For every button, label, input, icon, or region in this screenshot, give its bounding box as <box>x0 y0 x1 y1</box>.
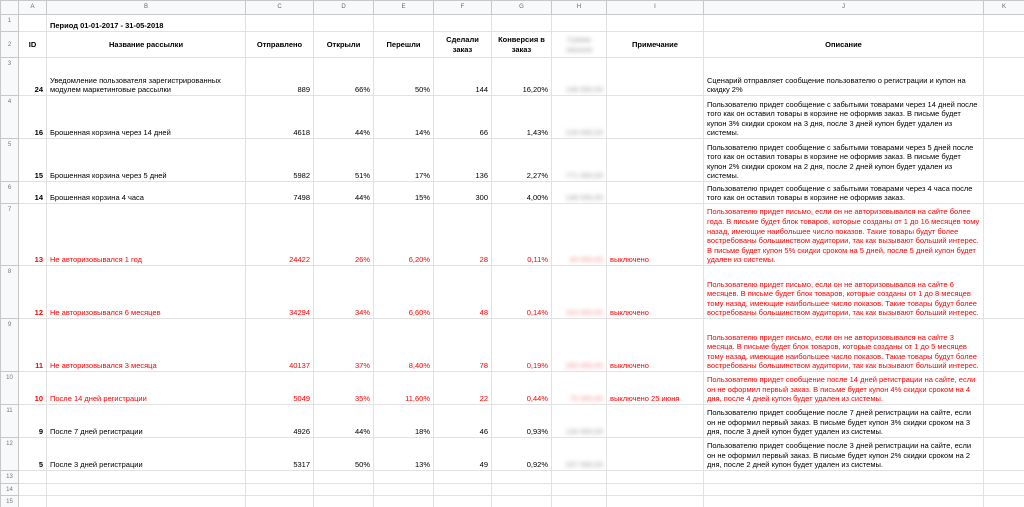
header-clicked[interactable]: Перешли <box>374 32 434 58</box>
cell[interactable] <box>492 15 552 32</box>
header-opened[interactable]: Открыли <box>314 32 374 58</box>
header-sent[interactable]: Отправлено <box>246 32 314 58</box>
row-header[interactable]: 2 <box>1 32 19 58</box>
cell-ordered[interactable]: 28 <box>434 204 492 266</box>
table-row <box>1 139 1024 182</box>
cell-ordered[interactable]: 136 <box>434 139 492 182</box>
cell-conversion[interactable]: 16,20% <box>492 58 552 96</box>
cell[interactable] <box>552 496 607 507</box>
cell[interactable] <box>47 483 246 496</box>
cell-clicked[interactable]: 6,60% <box>374 266 434 319</box>
cell[interactable] <box>607 471 704 484</box>
cell[interactable] <box>492 483 552 496</box>
row-header[interactable]: 10 <box>1 372 19 405</box>
cell[interactable] <box>984 319 1024 372</box>
cell[interactable] <box>607 496 704 507</box>
column-header-j[interactable]: J <box>704 1 984 15</box>
cell-clicked[interactable]: 15% <box>374 182 434 204</box>
column-header-b[interactable]: B <box>47 1 246 15</box>
cell-amount[interactable] <box>552 58 607 96</box>
select-all-corner[interactable] <box>1 1 19 15</box>
cell-opened[interactable]: 44% <box>314 405 374 438</box>
cell-description[interactable]: Сценарий отправляет сообщение пользователю о регистрации и купон на скидку 2% <box>704 58 984 96</box>
row-header[interactable]: 6 <box>1 182 19 204</box>
blurred-amount: 148 000,00 <box>565 85 603 95</box>
cell[interactable] <box>434 483 492 496</box>
cell-ordered[interactable]: 46 <box>434 405 492 438</box>
cell[interactable] <box>552 15 607 32</box>
cell[interactable] <box>984 15 1024 32</box>
cell-name[interactable]: Не авторизовывался 6 месяцев <box>47 266 246 319</box>
cell-opened[interactable]: 44% <box>314 96 374 139</box>
cell-name[interactable]: Брошенная корзина через 14 дней <box>47 96 246 139</box>
cell-description[interactable]: Пользователю придет сообщение после 3 дней регистрации на сайте, если он не оформил первый заказ. В письме будет купон 2% скидки сроком на 2 дня, после 2 дней купон будет удален из системы. <box>704 438 984 471</box>
cell-description[interactable]: Пользователю придет письмо, если он не авторизовывался на сайте 3 месяца. В письме будет блок товаров, которые созданы от 1 до 5 месяцев тому назад, имеющие наибольшее число показов. Такие товары будут более востребованы большинством аудитории, так как вызывают больший интерес. <box>704 319 984 372</box>
column-header-a[interactable]: A <box>19 1 47 15</box>
cell-opened[interactable]: 34% <box>314 266 374 319</box>
column-header-g[interactable]: G <box>492 1 552 15</box>
blurred-amount: 75 000,00 <box>569 394 603 404</box>
cell-note[interactable] <box>607 139 704 182</box>
cell[interactable] <box>552 471 607 484</box>
cell[interactable] <box>984 96 1024 139</box>
cell-description[interactable]: Пользователю придет сообщение после 7 дней регистрации на сайте, если он не оформил первый заказ. В письме будет купон 3% скидки сроком на 3 дня, после 3 дней купон будет удален из системы. <box>704 405 984 438</box>
cell-id[interactable]: 14 <box>19 182 47 204</box>
blurred-amount: 44 000,00 <box>569 255 603 265</box>
header-name[interactable]: Название рассылки <box>47 32 246 58</box>
cell[interactable] <box>434 496 492 507</box>
cell-description[interactable]: Пользователю придет сообщение с забытыми товарами через 4 часа после того как он оставил товары в корзине не оформив заказ. <box>704 182 984 204</box>
cell-conversion[interactable]: 0,92% <box>492 438 552 471</box>
cell-name[interactable]: Брошенная корзина 4 часа <box>47 182 246 204</box>
cell-ordered[interactable]: 300 <box>434 182 492 204</box>
blurred-amount: 163 000,00 <box>565 308 603 318</box>
table-row <box>1 405 1024 438</box>
cell-sent[interactable]: 24422 <box>246 204 314 266</box>
cell-name[interactable]: Не авторизовывался 3 месяца <box>47 319 246 372</box>
cell-note[interactable]: выключено <box>607 266 704 319</box>
cell[interactable] <box>607 15 704 32</box>
cell-note[interactable] <box>607 405 704 438</box>
table-row <box>1 372 1024 405</box>
row-header[interactable]: 1 <box>1 15 19 32</box>
cell-conversion[interactable]: 2,27% <box>492 139 552 182</box>
cell-opened[interactable]: 50% <box>314 438 374 471</box>
cell-clicked[interactable]: 17% <box>374 139 434 182</box>
row-header[interactable]: 13 <box>1 471 19 484</box>
cell[interactable] <box>434 15 492 32</box>
cell[interactable] <box>984 372 1024 405</box>
cell-amount[interactable] <box>552 266 607 319</box>
cell-description[interactable]: Пользователю придет сообщение после 14 дней регистрации на сайте, если он не оформил первый заказ. В письме будет купон 4% скидки сроком на 4 дня, после 4 дней купон будет удален из системы. <box>704 372 984 405</box>
cell-opened[interactable]: 66% <box>314 58 374 96</box>
cell-note[interactable] <box>607 96 704 139</box>
cell-note[interactable]: выключено <box>607 319 704 372</box>
cell[interactable] <box>704 471 984 484</box>
cell[interactable] <box>984 471 1024 484</box>
cell-name[interactable]: Не авторизовывался 1 год <box>47 204 246 266</box>
cell-description[interactable]: Пользователю придет сообщение с забытыми товарами через 14 дней после того как он оставил товары в корзине не оформив заказ. В письме будет купон 3% скидки сроком на 3 дня, после 3 дней купон будет удален из системы. <box>704 96 984 139</box>
header-note[interactable]: Примечание <box>607 32 704 58</box>
cell-conversion[interactable]: 0,44% <box>492 372 552 405</box>
table-row <box>1 483 1024 496</box>
blurred-amount: 148 000,00 <box>565 193 603 203</box>
cell[interactable] <box>246 483 314 496</box>
cell[interactable] <box>984 483 1024 496</box>
cell-note[interactable] <box>607 182 704 204</box>
cell[interactable] <box>19 15 47 32</box>
cell[interactable] <box>19 496 47 507</box>
cell-amount[interactable] <box>552 319 607 372</box>
cell-opened[interactable]: 26% <box>314 204 374 266</box>
cell[interactable] <box>246 15 314 32</box>
cell-description[interactable]: Пользователю придет сообщение с забытыми товарами через 5 дней после того как он оставил товары в корзине не оформив заказ. В письме будет купон 2% скидки сроком на 2 дня, после 2 дней купон будет удален из системы. <box>704 139 984 182</box>
cell[interactable] <box>314 471 374 484</box>
cell[interactable] <box>492 471 552 484</box>
row-header[interactable]: 15 <box>1 496 19 507</box>
cell-amount[interactable] <box>552 438 607 471</box>
cell-id[interactable]: 9 <box>19 405 47 438</box>
cell[interactable] <box>984 438 1024 471</box>
cell-ordered[interactable]: 66 <box>434 96 492 139</box>
header-amount-blurred: Сумма заказов <box>565 34 593 54</box>
cell-sent[interactable]: 5317 <box>246 438 314 471</box>
blurred-amount: 218 000,00 <box>565 128 603 138</box>
cell-opened[interactable]: 37% <box>314 319 374 372</box>
cell-sent[interactable]: 34294 <box>246 266 314 319</box>
cell[interactable] <box>314 15 374 32</box>
cell-clicked[interactable]: 50% <box>374 58 434 96</box>
cell-ordered[interactable]: 49 <box>434 438 492 471</box>
cell-amount[interactable] <box>552 182 607 204</box>
cell-note[interactable] <box>607 58 704 96</box>
column-header-i[interactable]: I <box>607 1 704 15</box>
cell-ordered[interactable]: 22 <box>434 372 492 405</box>
cell[interactable] <box>374 496 434 507</box>
blurred-amount: 771 000,00 <box>565 171 603 181</box>
cell[interactable] <box>984 266 1024 319</box>
cell[interactable] <box>19 471 47 484</box>
cell[interactable] <box>607 483 704 496</box>
cell-opened[interactable]: 35% <box>314 372 374 405</box>
cell-sent[interactable]: 40137 <box>246 319 314 372</box>
cell-amount[interactable] <box>552 204 607 266</box>
header-conversion[interactable]: Конверсия в заказ <box>492 32 552 58</box>
cell-clicked[interactable]: 11,60% <box>374 372 434 405</box>
cell-id[interactable]: 13 <box>19 204 47 266</box>
row-header[interactable]: 3 <box>1 58 19 96</box>
cell-note[interactable]: выключено 25 июня <box>607 372 704 405</box>
cell-id[interactable]: 12 <box>19 266 47 319</box>
cell[interactable] <box>984 58 1024 96</box>
cell[interactable] <box>984 182 1024 204</box>
cell[interactable] <box>246 471 314 484</box>
table-row <box>1 182 1024 204</box>
table-row <box>1 438 1024 471</box>
cell-conversion[interactable]: 1,43% <box>492 96 552 139</box>
row-header[interactable]: 4 <box>1 96 19 139</box>
header-description[interactable]: Описание <box>704 32 984 58</box>
cell[interactable] <box>314 496 374 507</box>
row-header[interactable]: 7 <box>1 204 19 266</box>
cell-conversion[interactable]: 4,00% <box>492 182 552 204</box>
cell-ordered[interactable]: 48 <box>434 266 492 319</box>
row-header[interactable]: 14 <box>1 483 19 496</box>
cell-description[interactable]: Пользователю придет письмо, если он не авторизовывался на сайте более года. В письме будет блок товаров, которые созданы от 1 до 16 месяцев тому назад, имеющие наибольшее число показов. Такие товары будут более востребованы большинством аудитории, так как вызывают больший интерес. В письме будет купон 5% скидки сроком на 5 дней, после 5 дней купон будет удален из системы. <box>704 204 984 266</box>
cell-id[interactable]: 15 <box>19 139 47 182</box>
cell[interactable] <box>984 496 1024 507</box>
cell[interactable] <box>984 139 1024 182</box>
header-row <box>1 32 1024 58</box>
table-row <box>1 496 1024 507</box>
table-row <box>1 319 1024 372</box>
cell[interactable] <box>374 483 434 496</box>
cell[interactable] <box>314 483 374 496</box>
cell-ordered[interactable]: 144 <box>434 58 492 96</box>
cell-amount[interactable] <box>552 372 607 405</box>
cell-note[interactable] <box>607 438 704 471</box>
cell-id[interactable]: 24 <box>19 58 47 96</box>
cell-clicked[interactable]: 18% <box>374 405 434 438</box>
cell[interactable] <box>246 496 314 507</box>
header-amount[interactable] <box>552 32 607 58</box>
cell-name[interactable]: Уведомление пользователя зарегистрированных модулем маркетинговые рассылки <box>47 58 246 96</box>
cell-opened[interactable]: 44% <box>314 182 374 204</box>
cell-sent[interactable]: 5049 <box>246 372 314 405</box>
cell[interactable] <box>19 483 47 496</box>
cell-sent[interactable]: 4618 <box>246 96 314 139</box>
cell-note[interactable]: выключено <box>607 204 704 266</box>
blurred-amount: 134 000,00 <box>565 427 603 437</box>
cell-conversion[interactable]: 0,11% <box>492 204 552 266</box>
data-rows <box>1 58 1024 471</box>
cell[interactable] <box>984 204 1024 266</box>
cell-id[interactable]: 10 <box>19 372 47 405</box>
column-header-f[interactable]: F <box>434 1 492 15</box>
cell-clicked[interactable]: 6,20% <box>374 204 434 266</box>
row-header[interactable]: 5 <box>1 139 19 182</box>
cell-amount[interactable] <box>552 139 607 182</box>
cell[interactable] <box>704 483 984 496</box>
column-header-c[interactable]: C <box>246 1 314 15</box>
header-id[interactable]: ID <box>19 32 47 58</box>
table-row <box>1 266 1024 319</box>
cell-opened[interactable]: 51% <box>314 139 374 182</box>
cell[interactable] <box>984 405 1024 438</box>
cell[interactable] <box>552 483 607 496</box>
row-header[interactable]: 8 <box>1 266 19 319</box>
column-header-row <box>1 1 1024 15</box>
header-ordered[interactable]: Сделали заказ <box>434 32 492 58</box>
cell-clicked[interactable]: 14% <box>374 96 434 139</box>
cell-id[interactable]: 11 <box>19 319 47 372</box>
column-header-h[interactable]: H <box>552 1 607 15</box>
cell-description[interactable]: Пользователю придет письмо, если он не авторизовывался на сайте 6 месяцев. В письме будет блок товаров, которые созданы от 1 до 8 месяцев тому назад, имеющие наибольшее число показов. Такие товары будут более востребованы большинством аудитории, так как вызывают больший интерес. <box>704 266 984 319</box>
cell[interactable] <box>374 471 434 484</box>
blurred-amount: 237 000,00 <box>565 460 603 470</box>
cell-sent[interactable]: 7498 <box>246 182 314 204</box>
cell-amount[interactable] <box>552 405 607 438</box>
table-row <box>1 204 1024 266</box>
cell-id[interactable]: 5 <box>19 438 47 471</box>
cell[interactable] <box>374 15 434 32</box>
blurred-amount: 265 000,00 <box>565 361 603 371</box>
cell[interactable] <box>984 32 1024 58</box>
cell-conversion[interactable]: 0,93% <box>492 405 552 438</box>
row-header[interactable]: 9 <box>1 319 19 372</box>
cell[interactable] <box>492 496 552 507</box>
cell-name[interactable]: После 3 дней регистрации <box>47 438 246 471</box>
cell-clicked[interactable]: 8,40% <box>374 319 434 372</box>
cell-ordered[interactable]: 78 <box>434 319 492 372</box>
cell[interactable] <box>47 471 246 484</box>
cell[interactable] <box>704 496 984 507</box>
cell-name[interactable]: После 14 дней регистрации <box>47 372 246 405</box>
cell-amount[interactable] <box>552 96 607 139</box>
column-header-k[interactable]: K <box>984 1 1024 15</box>
cell-conversion[interactable]: 0,19% <box>492 319 552 372</box>
cell[interactable] <box>704 15 984 32</box>
table-row <box>1 471 1024 484</box>
cell[interactable] <box>47 496 246 507</box>
cell-id[interactable]: 16 <box>19 96 47 139</box>
cell-name[interactable]: Брошенная корзина через 5 дней <box>47 139 246 182</box>
cell-sent[interactable]: 889 <box>246 58 314 96</box>
table-row <box>1 58 1024 96</box>
period-label[interactable]: Период 01-01-2017 - 31-05-2018 <box>47 15 246 32</box>
column-header-d[interactable]: D <box>314 1 374 15</box>
cell-sent[interactable]: 5982 <box>246 139 314 182</box>
cell[interactable] <box>434 471 492 484</box>
cell-name[interactable]: После 7 дней регистрации <box>47 405 246 438</box>
table-row <box>1 96 1024 139</box>
cell-clicked[interactable]: 13% <box>374 438 434 471</box>
cell-sent[interactable]: 4926 <box>246 405 314 438</box>
row-header[interactable]: 12 <box>1 438 19 471</box>
table-row <box>1 15 1024 32</box>
row-header[interactable]: 11 <box>1 405 19 438</box>
column-header-e[interactable]: E <box>374 1 434 15</box>
cell-conversion[interactable]: 0,14% <box>492 266 552 319</box>
